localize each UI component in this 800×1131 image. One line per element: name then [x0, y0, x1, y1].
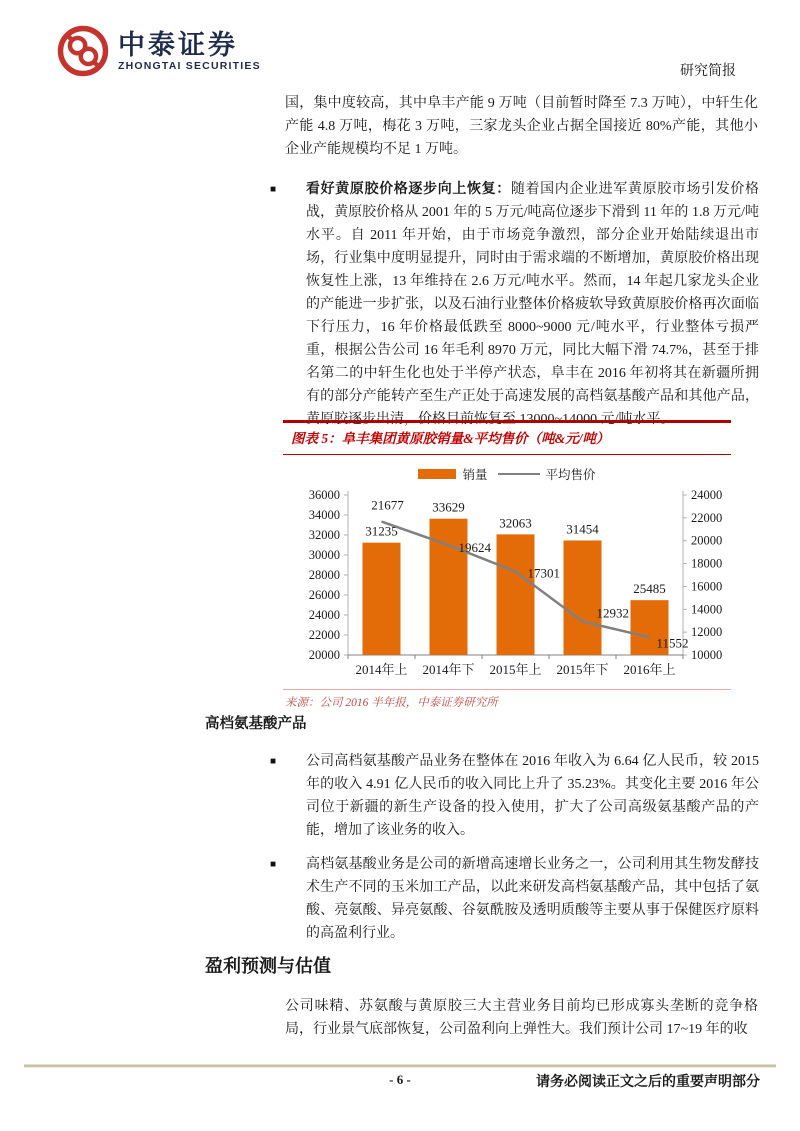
- right-axis-tick: 16000: [691, 579, 723, 594]
- x-axis-label: 2014年下: [422, 662, 475, 677]
- left-axis-tick: 24000: [308, 608, 340, 622]
- bar-value-label: 25485: [633, 581, 666, 597]
- sales-bar: [363, 543, 401, 655]
- page-number: - 6 -: [389, 1072, 411, 1087]
- right-axis-tick: 18000: [691, 556, 723, 571]
- chart-legend: [283, 465, 731, 483]
- xanthan-price-bullet: [270, 178, 759, 431]
- xanthan-bullet-body: 随着国内企业进军黄原胶市场引发价格战，黄原胶价格从 2001 年的 5 万元/吨高位逐步下滑到 11 年的 1.8 万元/吨水平。自 2011 年开始，由于市场竞争激烈，部分企业开始陆续退出市场，行业集中度明显提升，同时由于需求端的不断增加，黄原胶价格出现恢复性上涨，13 年维持在 2.6 万元/吨水平。然而，14 年起几家龙头企业的产能进一步扩张，以及石油行业整体价格疲软导致黄原胶价格再次面临下行压力，16 年价格最低跌至 8000~9000 元/吨水平，行业整体亏损严重，根据公告公司 16 年毛利 8970 万元，同比大幅下滑 74.7%，甚至于排名第二的中轩生化也处于半停产状态，阜丰在 2016 年初将其在新疆所拥有的部分产能转产至生产正处于高速发展的高档氨基酸产品和其他产品，黄原胶逐步出清，价格目前恢复至 13000~14000 元/吨水平。: [306, 182, 760, 427]
- left-axis-tick: 30000: [308, 548, 340, 562]
- amino-bullet-1: [270, 750, 759, 842]
- legend-sales: [418, 465, 487, 483]
- bullet-square-icon: ■: [270, 184, 277, 195]
- x-axis-label: 2014年上: [355, 662, 408, 677]
- amino-bullet-1-text: 公司高档氨基酸产品业务在整体在 2016 年收入为 6.64 亿人民币，较 2015 年的收入 4.91 亿人民币的收入同比上升了 35.23%。其变化主要 2016 年公司位于新疆的新生产设备的投入使用，扩大了公司高级氨基酸产品的产能，增加了该业务的收入。: [306, 754, 759, 838]
- line-value-label: 21677: [371, 497, 404, 513]
- right-axis-tick: 20000: [691, 533, 723, 548]
- brand-name-cn: 中泰证券: [118, 30, 238, 60]
- amino-section-heading: 高档氨基酸产品: [205, 716, 307, 732]
- right-axis-tick: 14000: [691, 602, 723, 617]
- footer-divider: [24, 1064, 776, 1068]
- figure-title: 图表 5：阜丰集团黄原胶销量&平均售价（吨&元/吨）: [291, 431, 610, 446]
- right-axis-tick: 22000: [691, 510, 723, 525]
- sales-price-chart: [283, 483, 731, 685]
- right-axis-tick: 12000: [691, 625, 723, 640]
- line-value-label: 17301: [527, 565, 560, 581]
- legend-price: [498, 465, 596, 483]
- figure-5: [283, 420, 731, 710]
- zhongtai-logo-icon: [56, 24, 110, 78]
- figure-source: 来源：公司 2016 半年报，中泰证券研究所: [283, 689, 731, 710]
- report-type-label: 研究简报: [680, 64, 736, 79]
- line-value-label: 11552: [656, 635, 689, 651]
- footer-disclaimer: 请务必阅读正文之后的重要声明部分: [536, 1075, 760, 1090]
- line-swatch-icon: [498, 473, 540, 476]
- amino-bullet-2-text: 高档氨基酸业务是公司的新增高速增长业务之一，公司利用其生物发酵技术生产不同的玉米加工产品，以此来研发高档氨基酸产品，其中包括了氨酸、亮氨酸、异亮氨酸、谷氨酰胺及透明质酸等主要从事于保健医疗原料的高盈利行业。: [306, 857, 759, 941]
- x-axis-label: 2016年上: [623, 662, 676, 677]
- brand-text: [118, 30, 261, 72]
- right-axis-tick: 10000: [691, 648, 723, 662]
- forecast-paragraph: 公司味精、苏氨酸与黄原胶三大主营业务目前均已形成寡头垄断的竞争格局，行业景气底部恢复，公司盈利向上弹性大。我们预计公司 17~19 年的收: [285, 999, 758, 1037]
- forecast-section-heading: 盈利预测与估值: [205, 956, 331, 976]
- bar-value-label: 31235: [365, 523, 398, 539]
- legend-price-label: 平均售价: [545, 468, 596, 482]
- line-value-label: 12932: [596, 605, 629, 621]
- left-axis-tick: 26000: [308, 588, 340, 602]
- bar-swatch-icon: [418, 469, 456, 479]
- continued-paragraph: 国，集中度较高，其中阜丰产能 9 万吨（目前暂时降至 7.3 万吨），中轩生化产能 4.8 万吨，梅花 3 万吨，三家龙头企业占据全国接近 80%产能，其他小企业产能规模均不足 1 万吨。: [285, 96, 758, 157]
- right-axis-tick: 24000: [691, 488, 723, 502]
- brand-block: [56, 24, 261, 78]
- sales-bar: [564, 540, 602, 655]
- left-axis-tick: 36000: [308, 488, 340, 502]
- left-axis-tick: 20000: [308, 648, 340, 662]
- sales-bar: [497, 534, 535, 655]
- xanthan-bullet-title: 看好黄原胶价格逐步向上恢复：: [306, 182, 511, 197]
- left-axis-tick: 32000: [308, 528, 340, 542]
- bar-value-label: 32063: [499, 515, 532, 531]
- x-axis-label: 2015年下: [556, 662, 609, 677]
- left-axis-tick: 22000: [308, 628, 340, 642]
- left-axis-tick: 28000: [308, 568, 340, 582]
- line-value-label: 19624: [458, 540, 491, 556]
- page-header: [56, 24, 736, 80]
- bullet-square-icon: ■: [270, 756, 277, 767]
- bullet-square-icon: ■: [270, 859, 277, 870]
- bar-value-label: 31454: [566, 521, 599, 537]
- legend-sales-label: 销量: [462, 468, 488, 482]
- amino-bullet-2: [270, 853, 759, 945]
- brand-name-en: ZHONGTAI SECURITIES: [118, 60, 261, 72]
- left-axis-tick: 34000: [308, 508, 340, 522]
- x-axis-label: 2015年上: [489, 662, 542, 677]
- figure-title-bar: [283, 420, 731, 455]
- xanthan-bullet-text: [306, 178, 759, 431]
- bar-value-label: 33629: [432, 499, 465, 515]
